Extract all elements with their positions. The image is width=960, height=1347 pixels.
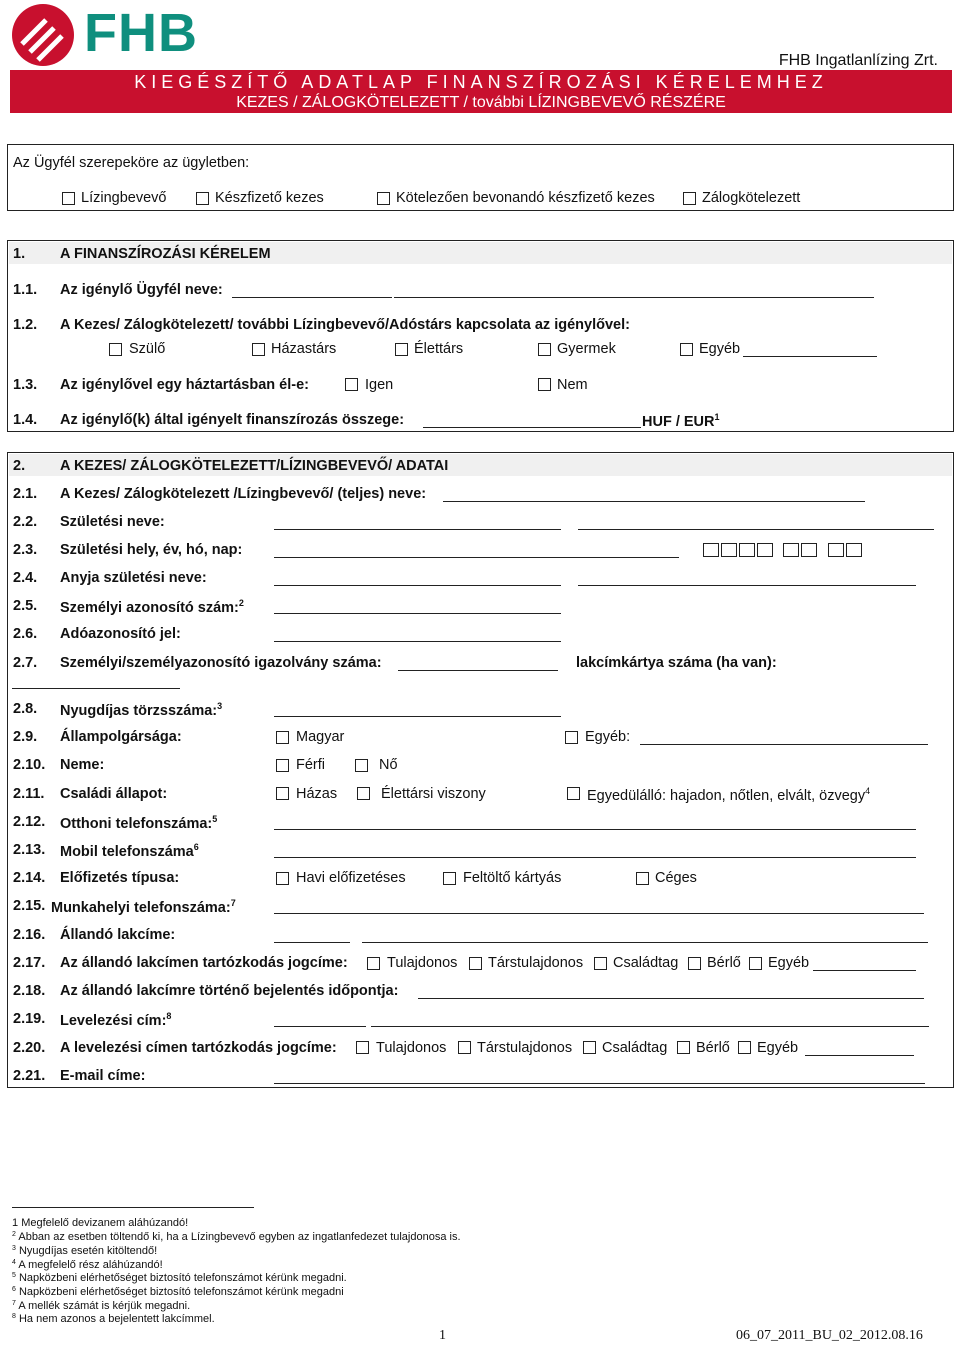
label-text: Mobil telefonszáma xyxy=(60,844,194,860)
field-label xyxy=(60,1011,171,1029)
permanent-address-input[interactable] xyxy=(362,942,928,943)
checkbox-zalogkotelezett[interactable] xyxy=(683,192,696,205)
checkbox-egyedulallo[interactable] xyxy=(567,787,580,800)
footnote-ref: 3 xyxy=(217,701,223,711)
row-number: 2.8. xyxy=(13,701,38,717)
option-label: Tulajdonos xyxy=(376,1040,447,1056)
registration-date-input[interactable] xyxy=(418,998,924,999)
footnote-text: Nyugdíjas esetén kitöltendő! xyxy=(18,1245,158,1257)
field-label: Anyja születési neve: xyxy=(60,570,207,586)
tax-id-input[interactable] xyxy=(274,641,561,642)
footnote-text: A mellék számát is kérjük megadni. xyxy=(18,1300,191,1312)
option-label: Férfi xyxy=(296,757,325,773)
id-card-input[interactable] xyxy=(398,670,558,671)
field-label: Adóazonosító jel: xyxy=(60,626,181,642)
option-label: Házas xyxy=(296,786,338,802)
checkbox-mail-berlo[interactable] xyxy=(677,1041,690,1054)
footnote-separator xyxy=(12,1207,254,1208)
option-label: Készfizető kezes xyxy=(215,190,324,206)
field-label: Állandó lakcíme: xyxy=(60,927,176,943)
field-label: Az igénylővel egy háztartásban él-e: xyxy=(60,377,309,393)
footnote-text: Napközbeni elérhetőséget biztosító telefonszámot kérünk megadni. xyxy=(18,1272,347,1284)
checkbox-szulo[interactable] xyxy=(109,343,122,356)
row-number: 2.7. xyxy=(13,655,38,671)
checkbox-ceges[interactable] xyxy=(636,872,649,885)
tenure-other-input[interactable] xyxy=(813,970,916,971)
footnote xyxy=(12,1300,190,1312)
footnote-ref: 8 xyxy=(166,1011,172,1021)
field-label xyxy=(60,701,222,719)
checkbox-elettars[interactable] xyxy=(395,343,408,356)
row-number: 2.4. xyxy=(13,570,38,586)
row-number: 2.21. xyxy=(13,1068,46,1084)
checkbox-no[interactable] xyxy=(355,759,368,772)
checkbox-elettarsi-viszony[interactable] xyxy=(357,787,370,800)
option-label: Nő xyxy=(379,757,398,773)
footnote-text: Napközbeni elérhetőséget biztosító telefonszámot kérünk megadni xyxy=(18,1286,344,1298)
option-label: Zálogkötelezett xyxy=(702,190,801,206)
option-label: Egyéb: xyxy=(585,729,631,745)
checkbox-mail-tarstulajdonos[interactable] xyxy=(458,1041,471,1054)
footnote-number: 4 xyxy=(12,1259,16,1266)
applicant-name-input-2[interactable] xyxy=(394,297,874,298)
permanent-zip-input[interactable] xyxy=(274,942,350,943)
option-label: Egyéb xyxy=(768,955,810,971)
email-input[interactable] xyxy=(274,1083,925,1084)
checkbox-feltolto-kartyas[interactable] xyxy=(443,872,456,885)
field-label xyxy=(60,598,244,616)
section-number: 2. xyxy=(13,458,26,474)
footnote-ref: 2 xyxy=(238,598,244,608)
footnote xyxy=(12,1259,163,1271)
footnote-text: Abban az esetben töltendő ki, ha a Lízingbevevő egyben az ingatlanfedezet tulajdonosa is. xyxy=(18,1231,461,1243)
field-label: Születési neve: xyxy=(60,514,165,530)
footnote-number: 5 xyxy=(12,1272,16,1279)
row-number: 1.3. xyxy=(13,377,38,393)
footnote-ref: 7 xyxy=(230,898,236,908)
full-name-input[interactable] xyxy=(443,501,865,502)
birth-month-digit[interactable] xyxy=(783,543,799,557)
option-label: Nem xyxy=(557,377,588,393)
option-label: Havi előfizetéses xyxy=(296,870,406,886)
option-label: Igen xyxy=(365,377,394,393)
footnote-text: Ha nem azonos a bejelentett lakcímmel. xyxy=(18,1313,215,1325)
option-label: Bérlő xyxy=(707,955,741,971)
row-number: 2.12. xyxy=(13,814,46,830)
birth-year-digit[interactable] xyxy=(703,543,719,557)
row-number: 2.10. xyxy=(13,757,46,773)
option-label: Magyar xyxy=(296,729,345,745)
label-text: Levelezési cím: xyxy=(60,1013,167,1029)
row-number: 2.20. xyxy=(13,1040,46,1056)
row-number: 2.16. xyxy=(13,927,46,943)
row-number: 2.6. xyxy=(13,626,38,642)
checkbox-nem[interactable] xyxy=(538,378,551,391)
work-phone-input[interactable] xyxy=(274,913,924,914)
option-label: Szülő xyxy=(129,341,166,357)
checkbox-citizenship-other[interactable] xyxy=(565,731,578,744)
field-label xyxy=(60,814,217,832)
option-label: Társtulajdonos xyxy=(477,1040,573,1056)
footnote-number: 1 xyxy=(12,1217,19,1229)
currency-text: HUF / EUR xyxy=(642,414,715,430)
option-label: Bérlő xyxy=(696,1040,730,1056)
title-line-1: KIEGÉSZÍTŐ ADATLAP FINANSZÍROZÁSI KÉRELEMHEZ xyxy=(134,72,828,92)
footnote xyxy=(12,1272,347,1284)
row-number: 2.9. xyxy=(13,729,38,745)
field-label: Az állandó lakcímre történő bejelentés időpontja: xyxy=(60,983,399,999)
address-card-label: lakcímkártya száma (ha van): xyxy=(576,655,777,671)
field-label xyxy=(60,842,199,860)
label-text: Otthoni telefonszáma: xyxy=(60,816,213,832)
logo-text: FHB xyxy=(84,3,198,63)
option-label: Feltöltő kártyás xyxy=(463,870,562,886)
option-label: Egyéb xyxy=(699,341,741,357)
field-label: A Kezes/ Zálogkötelezett/ további Lízingbevevő/Adóstárs kapcsolata az igénylővel: xyxy=(60,317,630,333)
option-label: Társtulajdonos xyxy=(488,955,584,971)
footnote-ref: 6 xyxy=(193,842,199,852)
checkbox-lizingbevevo[interactable] xyxy=(62,192,75,205)
checkbox-csaladtag[interactable] xyxy=(594,957,607,970)
option-label: Gyermek xyxy=(557,341,616,357)
footnote xyxy=(12,1231,461,1243)
checkbox-mail-csaladtag[interactable] xyxy=(583,1041,596,1054)
currency-label xyxy=(642,412,720,430)
role-label: Az Ügyfél szerepeköre az ügyletben: xyxy=(13,155,250,171)
birth-day-digit[interactable] xyxy=(846,543,862,557)
birth-name-input-1[interactable] xyxy=(274,529,561,530)
citizenship-other-input[interactable] xyxy=(640,744,928,745)
field-label: Születési hely, év, hó, nap: xyxy=(60,542,243,558)
document-code: 06_07_2011_BU_02_2012.08.16 xyxy=(736,1328,923,1343)
company-name: FHB Ingatlanlízing Zrt. xyxy=(778,52,938,69)
checkbox-magyar[interactable] xyxy=(276,731,289,744)
footnote-text: Megfelelő devizanem aláhúzandó! xyxy=(21,1217,189,1229)
mother-name-input-1[interactable] xyxy=(274,585,561,586)
logo-mark-icon xyxy=(12,4,74,66)
checkbox-tulajdonos[interactable] xyxy=(367,957,380,970)
label-text: Nyugdíjas törzsszáma: xyxy=(60,703,218,719)
mailing-address-input[interactable] xyxy=(371,1026,929,1027)
home-phone-input[interactable] xyxy=(274,829,916,830)
page-number: 1 xyxy=(439,1328,446,1343)
birth-year-digit[interactable] xyxy=(739,543,755,557)
birth-day-digit[interactable] xyxy=(828,543,844,557)
footnote xyxy=(12,1217,188,1229)
title-banner xyxy=(10,70,952,113)
option-label: Egyéb xyxy=(757,1040,799,1056)
mail-tenure-other-input[interactable] xyxy=(805,1055,914,1056)
row-number: 2.5. xyxy=(13,598,38,614)
footnote-ref: 1 xyxy=(714,412,720,422)
personal-id-input[interactable] xyxy=(274,613,561,614)
birth-year-digit[interactable] xyxy=(757,543,773,557)
pension-id-input[interactable] xyxy=(274,716,561,717)
field-label: Az igénylő(k) által igényelt finanszírozás összege: xyxy=(60,412,405,428)
applicant-name-input-1[interactable] xyxy=(232,297,392,298)
mother-name-input-2[interactable] xyxy=(578,585,916,586)
checkbox-egyeb-tenure[interactable] xyxy=(749,957,762,970)
checkbox-ferfi[interactable] xyxy=(276,759,289,772)
row-number: 2.3. xyxy=(13,542,38,558)
option-label: Családtag xyxy=(613,955,679,971)
row-number: 2.18. xyxy=(13,983,46,999)
footnote-ref: 5 xyxy=(212,814,218,824)
footnote xyxy=(12,1245,157,1257)
footnote xyxy=(12,1286,344,1298)
row-number: 2.17. xyxy=(13,955,46,971)
label-text: Egyedülálló: hajadon, nőtlen, elvált, özvegy xyxy=(587,788,866,804)
label-text: Munkahelyi telefonszáma: xyxy=(51,900,231,916)
footnote-number: 2 xyxy=(12,1231,16,1238)
label-text: Személyi azonosító szám: xyxy=(60,600,239,616)
checkbox-mail-tulajdonos[interactable] xyxy=(356,1041,369,1054)
option-label: Családtag xyxy=(602,1040,668,1056)
checkbox-tarstulajdonos[interactable] xyxy=(469,957,482,970)
option-label: Kötelezően bevonandó készfizető kezes xyxy=(396,190,655,206)
checkbox-egyeb[interactable] xyxy=(680,343,693,356)
field-label: Családi állapot: xyxy=(60,786,168,802)
footnote xyxy=(12,1313,215,1325)
field-label: Az állandó lakcímen tartózkodás jogcíme: xyxy=(60,955,348,971)
mobile-phone-input[interactable] xyxy=(274,857,916,858)
birth-year-digit[interactable] xyxy=(721,543,737,557)
checkbox-berlo[interactable] xyxy=(688,957,701,970)
checkbox-igen[interactable] xyxy=(345,378,358,391)
checkbox-hazas[interactable] xyxy=(276,787,289,800)
section-number: 1. xyxy=(13,246,26,262)
option-label: Élettárs xyxy=(414,341,464,357)
birth-place-input[interactable] xyxy=(274,557,679,558)
option-label: Tulajdonos xyxy=(387,955,458,971)
row-number: 2.1. xyxy=(13,486,38,502)
field-label: E-mail címe: xyxy=(60,1068,146,1084)
section-2-title: A KEZES/ ZÁLOGKÖTELEZETT/LÍZINGBEVEVŐ/ ADATAI xyxy=(60,458,449,474)
checkbox-keszfizeto-kezes[interactable] xyxy=(196,192,209,205)
option-label: Házastárs xyxy=(271,341,337,357)
title-line-2: KEZES / ZÁLOGKÖTELEZETT / további LÍZINGBEVEVŐ RÉSZÉRE xyxy=(236,94,726,111)
checkbox-gyermek[interactable] xyxy=(538,343,551,356)
footnote-number: 7 xyxy=(12,1300,16,1307)
field-label: Neme: xyxy=(60,757,105,773)
mailing-zip-input[interactable] xyxy=(274,1026,366,1027)
row-number: 2.2. xyxy=(13,514,38,530)
field-label: Előfizetés típusa: xyxy=(60,870,180,886)
field-label: Személyi/személyazonosító igazolvány száma: xyxy=(60,655,382,671)
option-label xyxy=(587,786,870,804)
field-label xyxy=(51,898,236,916)
footnote-number: 8 xyxy=(12,1313,16,1320)
section-1-title: A FINANSZÍROZÁSI KÉRELEM xyxy=(60,246,271,262)
checkbox-hazastars[interactable] xyxy=(252,343,265,356)
row-number: 1.4. xyxy=(13,412,38,428)
checkbox-havi-elofizeteses[interactable] xyxy=(276,872,289,885)
footnote-text: A megfelelő rész aláhúzandó! xyxy=(18,1259,163,1271)
birth-month-digit[interactable] xyxy=(801,543,817,557)
row-number: 2.14. xyxy=(13,870,46,886)
footnote-number: 3 xyxy=(12,1245,16,1252)
row-number: 2.13. xyxy=(13,842,46,858)
row-number: 1.1. xyxy=(13,282,38,298)
row-number: 2.19. xyxy=(13,1011,46,1027)
section-1-box xyxy=(7,240,954,432)
row-number: 1.2. xyxy=(13,317,38,333)
relation-other-input[interactable] xyxy=(743,356,877,357)
footnote-ref: 4 xyxy=(865,786,871,796)
option-label: Élettársi viszony xyxy=(381,786,486,802)
option-label: Céges xyxy=(655,870,697,886)
checkbox-mail-egyeb[interactable] xyxy=(738,1041,751,1054)
option-label: Lízingbevevő xyxy=(81,190,167,206)
birth-name-input-2[interactable] xyxy=(578,529,934,530)
checkbox-kotelezoen-bevonando[interactable] xyxy=(377,192,390,205)
field-label: Állampolgársága: xyxy=(60,729,182,745)
field-label: A levelezési címen tartózkodás jogcíme: xyxy=(60,1040,337,1056)
row-number: 2.15. xyxy=(13,898,46,914)
field-label: A Kezes/ Zálogkötelezett /Lízingbevevő/ (teljes) neve: xyxy=(60,486,427,502)
amount-input[interactable] xyxy=(423,427,641,428)
field-label: Az igénylő Ügyfél neve: xyxy=(60,282,223,298)
footnote-number: 6 xyxy=(12,1286,16,1293)
row-number: 2.11. xyxy=(13,786,45,802)
address-card-input[interactable] xyxy=(12,688,180,689)
